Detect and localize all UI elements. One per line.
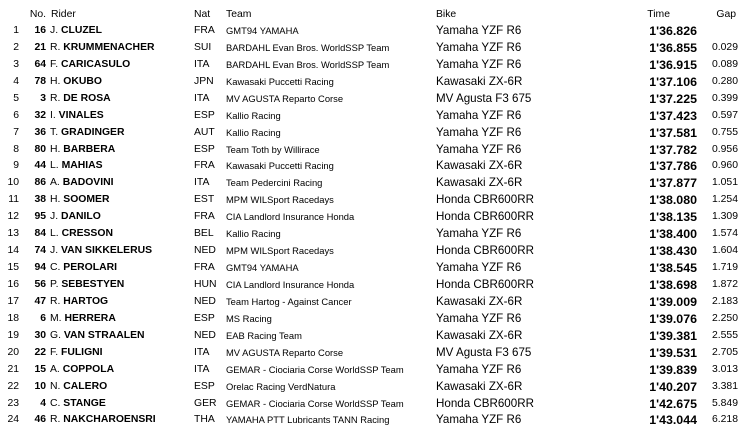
nationality-cell: ITA <box>194 177 210 189</box>
position-cell: 12 <box>7 211 19 223</box>
rider-name-cell <box>50 40 190 56</box>
header-gap: Gap <box>716 9 736 20</box>
time-cell: 1'37.786 <box>649 159 697 174</box>
rider-last-name: BARBERA <box>63 143 116 155</box>
bike-cell: Yamaha YZF R6 <box>436 24 522 37</box>
rider-last-name: HERRERA <box>64 312 116 324</box>
gap-cell: 0.399 <box>711 92 738 104</box>
rider-last-name: SOOMER <box>63 194 110 206</box>
rider-name-cell <box>50 412 190 428</box>
rider-first-initial: R. <box>50 92 61 104</box>
rider-last-name: VAN STRAALEN <box>63 329 145 341</box>
gap-cell: 0.956 <box>711 143 738 155</box>
nationality-cell: NED <box>194 329 216 341</box>
gap-cell: 6.218 <box>711 414 738 426</box>
team-cell: MS Racing <box>226 312 272 324</box>
gap-cell: 1.309 <box>711 211 738 223</box>
bike-cell: MV Agusta F3 675 <box>436 91 532 105</box>
bike-cell: Honda CBR600RR <box>436 193 534 207</box>
header-time: Time <box>647 9 670 20</box>
gap-cell: 0.089 <box>711 58 738 70</box>
position-cell: 16 <box>7 278 19 290</box>
table-header <box>0 7 745 23</box>
bike-cell: Yamaha YZF R6 <box>436 142 522 156</box>
team-cell: MPM WILSport Racedays <box>226 194 334 206</box>
time-cell: 1'37.581 <box>649 125 697 140</box>
position-cell: 9 <box>13 160 19 172</box>
number-cell: 80 <box>34 143 46 155</box>
gap-cell: 0.280 <box>711 75 738 87</box>
team-cell: Kallio Racing <box>226 109 281 121</box>
rider-name-cell <box>50 158 190 174</box>
rider-last-name: CRESSON <box>61 228 113 240</box>
bike-cell: Honda CBR600RR <box>436 396 534 410</box>
nationality-cell: ESP <box>194 109 215 121</box>
nationality-cell: ESP <box>194 143 215 155</box>
rider-first-initial: F. <box>50 58 59 70</box>
bike-cell: Yamaha YZF R6 <box>436 413 522 427</box>
position-cell: 5 <box>13 92 19 104</box>
bike-cell: Yamaha YZF R6 <box>436 261 522 274</box>
table-row <box>0 40 745 56</box>
nationality-cell: NED <box>194 245 216 257</box>
rider-last-name: FULIGNI <box>60 346 103 358</box>
table-row <box>0 277 745 293</box>
position-cell: 8 <box>13 143 19 155</box>
bike-cell: Honda CBR600RR <box>436 210 534 224</box>
table-row <box>0 260 745 276</box>
team-cell: Team Hartog - Against Cancer <box>226 295 352 307</box>
table-row <box>0 243 745 259</box>
nationality-cell: EST <box>194 194 215 206</box>
gap-cell: 0.597 <box>711 109 738 121</box>
rider-first-initial: P. <box>50 278 59 290</box>
gap-cell: 2.555 <box>711 329 738 341</box>
rider-first-initial: T. <box>50 126 59 138</box>
bike-cell: Kawasaki ZX-6R <box>436 74 523 88</box>
bike-cell: Yamaha YZF R6 <box>436 57 522 71</box>
position-cell: 21 <box>7 363 19 375</box>
nationality-cell: FRA <box>194 160 215 172</box>
bike-cell: Honda CBR600RR <box>436 244 534 258</box>
table-row <box>0 345 745 361</box>
number-cell: 3 <box>40 92 46 104</box>
number-cell: 30 <box>34 329 46 341</box>
rider-first-initial: L. <box>50 228 59 240</box>
gap-cell: 2.250 <box>711 312 738 324</box>
gap-cell: 2.705 <box>711 346 738 358</box>
table-row <box>0 396 745 412</box>
gap-cell: 1.574 <box>711 228 738 240</box>
position-cell: 19 <box>7 329 19 341</box>
position-cell: 14 <box>7 245 19 257</box>
rider-first-initial: R. <box>50 41 61 53</box>
gap-cell: 1.719 <box>711 262 738 273</box>
time-cell: 1'39.076 <box>649 311 697 326</box>
time-cell: 1'42.675 <box>649 396 697 411</box>
gap-cell: 3.013 <box>711 363 738 375</box>
rider-last-name: VAN SIKKELERUS <box>60 245 153 257</box>
rider-last-name: HARTOG <box>63 295 109 307</box>
rider-name-cell <box>50 260 190 276</box>
gap-cell: 0.029 <box>711 41 738 53</box>
rider-name-cell <box>50 226 190 242</box>
rider-first-initial: J. <box>50 245 59 257</box>
number-cell: 86 <box>34 177 46 189</box>
gap-cell <box>696 23 738 39</box>
rider-name-cell <box>50 23 190 39</box>
table-row <box>0 108 745 124</box>
rider-last-name: SEBESTYEN <box>61 278 125 290</box>
team-cell: Kallio Racing <box>226 228 281 240</box>
gap-cell: 2.183 <box>711 295 738 307</box>
number-cell: 22 <box>34 346 46 358</box>
number-cell: 74 <box>34 245 46 257</box>
bike-cell: Yamaha YZF R6 <box>436 40 522 54</box>
bike-cell: Honda CBR600RR <box>436 277 534 291</box>
header-no: No. <box>29 9 46 20</box>
rider-first-initial: H. <box>50 194 61 206</box>
table-row <box>0 158 745 174</box>
nationality-cell: GER <box>194 397 217 409</box>
team-cell: Kawasaki Puccetti Racing <box>226 75 334 87</box>
team-cell: MV AGUSTA Reparto Corse <box>226 346 344 358</box>
nationality-cell: ITA <box>194 363 210 375</box>
rider-last-name: OKUBO <box>63 75 102 87</box>
nationality-cell: NED <box>194 295 216 307</box>
table-row <box>0 74 745 90</box>
table-row <box>0 328 745 344</box>
time-cell: 1'43.044 <box>649 413 697 428</box>
rider-first-initial: M. <box>50 312 62 324</box>
time-cell: 1'37.225 <box>649 91 697 106</box>
bike-cell: Yamaha YZF R6 <box>436 362 522 376</box>
team-cell: BARDAHL Evan Bros. WorldSSP Team <box>226 58 390 70</box>
time-cell: 1'37.423 <box>649 108 697 123</box>
rider-first-initial: C. <box>50 397 61 409</box>
rider-first-initial: H. <box>50 75 61 87</box>
table-row <box>0 125 745 141</box>
number-cell: 78 <box>34 75 46 87</box>
nationality-cell: BEL <box>194 228 214 240</box>
rider-first-initial: I. <box>50 109 56 121</box>
nationality-cell: ITA <box>194 58 210 70</box>
rider-name-cell <box>50 74 190 90</box>
header-rider: Rider <box>51 9 76 20</box>
rider-last-name: COPPOLA <box>62 363 115 375</box>
gap-cell: 1.872 <box>711 278 738 290</box>
rider-last-name: CALERO <box>63 380 108 392</box>
rider-last-name: CLUZEL <box>60 25 102 36</box>
gap-cell: 3.381 <box>711 380 738 392</box>
rider-name-cell <box>50 108 190 124</box>
team-cell: MV AGUSTA Reparto Corse <box>226 92 344 104</box>
team-cell: CIA Landlord Insurance Honda <box>226 211 355 223</box>
nationality-cell: ESP <box>194 380 215 392</box>
rider-first-initial: A. <box>50 363 60 375</box>
position-cell: 15 <box>7 262 19 273</box>
rider-first-initial: J. <box>50 25 59 36</box>
table-row <box>0 192 745 208</box>
bike-cell: Kawasaki ZX-6R <box>436 176 523 190</box>
team-cell: Kallio Racing <box>226 126 281 138</box>
team-cell: Team Toth by Willirace <box>226 143 320 155</box>
position-cell: 1 <box>13 25 19 36</box>
rider-last-name: MAHIAS <box>61 160 103 172</box>
number-cell: 56 <box>34 278 46 290</box>
table-row <box>0 226 745 242</box>
rider-name-cell <box>50 243 190 259</box>
nationality-cell: FRA <box>194 25 215 36</box>
number-cell: 94 <box>34 262 46 273</box>
team-cell: EAB Racing Team <box>226 329 302 341</box>
bike-cell: Yamaha YZF R6 <box>436 227 522 241</box>
nationality-cell: HUN <box>194 278 217 290</box>
rider-first-initial: C. <box>50 262 61 273</box>
nationality-cell: ESP <box>194 312 215 324</box>
bike-cell: Yamaha YZF R6 <box>436 108 522 122</box>
bike-cell: MV Agusta F3 675 <box>436 345 532 359</box>
header-nat: Nat <box>194 9 211 20</box>
time-cell: 1'38.400 <box>649 227 697 242</box>
position-cell: 13 <box>7 228 19 240</box>
nationality-cell: AUT <box>194 126 215 138</box>
rider-name-cell <box>50 192 190 208</box>
nationality-cell: JPN <box>194 75 214 87</box>
time-cell: 1'37.782 <box>649 142 697 157</box>
bike-cell: Kawasaki ZX-6R <box>436 328 523 342</box>
table-row <box>0 379 745 395</box>
number-cell: 15 <box>34 363 46 375</box>
position-cell: 11 <box>8 194 19 206</box>
team-cell: Orelac Racing VerdNatura <box>226 380 336 392</box>
rider-name-cell <box>50 175 190 191</box>
table-row <box>0 91 745 107</box>
rider-last-name: CARICASULO <box>60 58 131 70</box>
team-cell: MPM WILSport Racedays <box>226 245 334 257</box>
time-cell: 1'36.826 <box>649 24 697 38</box>
rider-last-name: DANILO <box>60 211 101 223</box>
table-row <box>0 412 745 428</box>
position-cell: 2 <box>13 41 19 53</box>
team-cell: Team Pedercini Racing <box>226 177 323 189</box>
position-cell: 3 <box>13 58 19 70</box>
rider-name-cell <box>50 125 190 141</box>
rider-first-initial: F. <box>50 346 59 358</box>
number-cell: 47 <box>34 295 46 307</box>
number-cell: 32 <box>34 109 46 121</box>
gap-cell: 0.755 <box>711 126 738 138</box>
rider-last-name: STANGE <box>63 397 106 409</box>
rider-first-initial: H. <box>50 143 61 155</box>
number-cell: 95 <box>34 211 46 223</box>
rider-last-name: KRUMMENACHER <box>63 41 155 53</box>
bike-cell: Yamaha YZF R6 <box>436 125 522 139</box>
bike-cell: Kawasaki ZX-6R <box>436 159 523 173</box>
rider-name-cell <box>50 209 190 225</box>
time-cell: 1'38.430 <box>649 244 697 259</box>
gap-cell: 0.960 <box>711 160 738 172</box>
number-cell: 44 <box>34 160 46 172</box>
time-cell: 1'38.080 <box>649 193 697 208</box>
number-cell: 46 <box>34 414 46 426</box>
nationality-cell: ITA <box>194 346 210 358</box>
time-cell: 1'40.207 <box>649 379 697 394</box>
number-cell: 84 <box>34 228 46 240</box>
rider-name-cell <box>50 362 190 378</box>
table-row <box>0 362 745 378</box>
time-cell: 1'39.531 <box>649 345 697 360</box>
time-cell: 1'36.855 <box>649 40 697 55</box>
number-cell: 4 <box>40 397 46 409</box>
header-bike: Bike <box>436 9 457 20</box>
rider-last-name: NAKCHAROENSRI <box>63 414 156 426</box>
rider-name-cell <box>50 379 190 395</box>
position-cell: 6 <box>13 109 19 121</box>
table-row <box>0 294 745 310</box>
rider-name-cell <box>50 396 190 412</box>
team-cell: CIA Landlord Insurance Honda <box>226 278 355 290</box>
bike-cell: Kawasaki ZX-6R <box>436 294 523 308</box>
position-cell: 7 <box>13 126 19 138</box>
position-cell: 10 <box>7 177 19 189</box>
position-cell: 18 <box>7 312 19 324</box>
team-cell: YAMAHA PTT Lubricants TANN Racing <box>226 414 390 426</box>
time-cell: 1'39.839 <box>649 362 697 377</box>
team-cell: GEMAR - Ciociaria Corse WorldSSP Team <box>226 363 404 375</box>
rider-name-cell <box>50 345 190 361</box>
rider-name-cell <box>50 57 190 73</box>
time-cell: 1'37.877 <box>649 176 697 191</box>
nationality-cell: SUI <box>194 41 212 53</box>
position-cell: 4 <box>13 75 19 87</box>
time-cell: 1'36.915 <box>649 57 697 72</box>
gap-cell: 1.254 <box>711 194 738 206</box>
number-cell: 10 <box>34 380 46 392</box>
team-cell: GMT94 YAMAHA <box>226 25 299 36</box>
rider-name-cell <box>50 91 190 107</box>
rider-first-initial: J. <box>50 211 59 223</box>
nationality-cell: THA <box>194 414 215 426</box>
rider-first-initial: G. <box>50 329 61 341</box>
number-cell: 16 <box>34 25 46 36</box>
position-cell: 23 <box>7 397 19 409</box>
rider-name-cell <box>50 311 190 327</box>
gap-cell: 1.604 <box>711 245 738 257</box>
table-row <box>0 57 745 73</box>
time-cell: 1'38.545 <box>649 261 697 275</box>
number-cell: 38 <box>34 194 46 206</box>
rider-last-name: DE ROSA <box>63 92 111 104</box>
time-cell: 1'38.135 <box>649 210 697 225</box>
rider-first-initial: R. <box>50 414 61 426</box>
rider-name-cell <box>50 294 190 310</box>
rider-first-initial: N. <box>50 380 61 392</box>
number-cell: 64 <box>34 58 46 70</box>
team-cell: GMT94 YAMAHA <box>226 262 299 273</box>
time-cell: 1'37.106 <box>649 74 697 89</box>
nationality-cell: ITA <box>194 92 210 104</box>
time-cell: 1'38.698 <box>649 277 697 292</box>
number-cell: 36 <box>34 126 46 138</box>
rider-last-name: PEROLARI <box>63 262 117 273</box>
position-cell: 17 <box>7 295 19 307</box>
position-cell: 24 <box>7 414 19 426</box>
position-cell: 22 <box>7 380 19 392</box>
number-cell: 6 <box>40 312 46 324</box>
rider-last-name: BADOVINI <box>62 177 114 189</box>
gap-cell: 1.051 <box>711 177 738 189</box>
gap-cell: 5.849 <box>711 397 738 409</box>
bike-cell: Yamaha YZF R6 <box>436 311 522 325</box>
table-row <box>0 209 745 225</box>
rider-name-cell <box>50 142 190 158</box>
rider-first-initial: R. <box>50 295 61 307</box>
team-cell: BARDAHL Evan Bros. WorldSSP Team <box>226 41 390 53</box>
nationality-cell: FRA <box>194 211 215 223</box>
rider-last-name: GRADINGER <box>60 126 125 138</box>
rider-last-name: VINALES <box>58 109 104 121</box>
rider-name-cell <box>50 277 190 293</box>
table-row <box>0 142 745 158</box>
table-row <box>0 311 745 327</box>
table-row <box>0 23 745 39</box>
number-cell: 21 <box>34 41 46 53</box>
time-cell: 1'39.009 <box>649 294 697 309</box>
nationality-cell: FRA <box>194 262 215 273</box>
team-cell: GEMAR - Ciociaria Corse WorldSSP Team <box>226 397 404 409</box>
rider-name-cell <box>50 328 190 344</box>
position-cell: 20 <box>7 346 19 358</box>
rider-first-initial: A. <box>50 177 60 189</box>
team-cell: Kawasaki Puccetti Racing <box>226 160 334 172</box>
bike-cell: Kawasaki ZX-6R <box>436 379 523 393</box>
header-team: Team <box>226 9 252 20</box>
rider-first-initial: L. <box>50 160 59 172</box>
table-row <box>0 175 745 191</box>
time-cell: 1'39.381 <box>649 328 697 343</box>
